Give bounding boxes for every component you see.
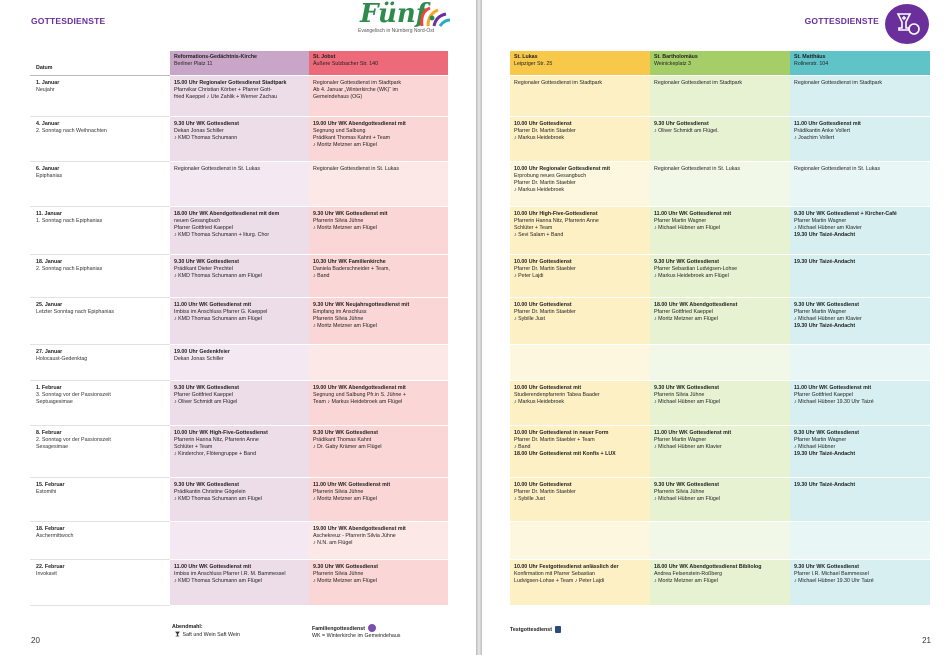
occasion-label: Invokavit [36,570,57,577]
service-line: Regionaler Gottesdienst in St. Lukas [174,165,260,172]
service-line: Imbiss im Anschluss Pfarrer I.R. M. Bammessel [174,570,286,577]
date-cell [30,559,170,605]
occasion-label: Epiphanias [36,172,63,179]
date-cell [30,380,170,425]
service-line: ♪ Moritz Metzner am Flügel [654,315,718,322]
st-bartholomaeus-cell [650,380,790,425]
service-line: 9.30 Uhr WK Gottesdienst [794,429,860,436]
occasion-label: 3. Sonntag vor der Passionszeit [36,391,111,398]
service-line: Pfarrer Dr. Martin Staebler [514,308,576,315]
service-line: Pfarrer Martin Wagner [794,436,847,443]
reformation-cell [170,559,309,605]
service-line: Pfarrer Dr. Martin Staebler [514,265,576,272]
date-label: 8. Februar [36,429,62,436]
table-row [30,477,448,521]
service-line: Prädikantin Christine Gögelein [174,488,246,495]
date-label: 25. Januar [36,301,63,308]
occasion-label: 2. Sonntag vor der Passionszeit [36,436,111,443]
service-line: 15.00 Uhr Regionaler Gottesdienst Stadtpark [174,79,287,86]
reformation-cell [170,75,309,116]
service-line: Pfarrer I.R. Michael Bammessel [794,570,869,577]
service-line: Regionaler Gottesdienst im Stadtpark [654,79,743,86]
logo-word: Fünf [360,0,427,29]
service-line: neuen Gesangbuch [174,217,221,224]
table-row [30,254,448,297]
service-line: ♪ Band [313,272,330,279]
service-line: ♪ KMD Thomas Schumann am Flügel [174,272,262,279]
service-line: Pfarrer Dr. Martin Staebler [514,488,576,495]
gesangbuch-icon [555,626,561,633]
occasion-label: 2. Sonntag nach Epiphanias [36,265,103,272]
reformation-cell [170,344,309,380]
st-bartholomaeus-cell [650,297,790,344]
service-line: 19.00 Uhr WK Abendgottesdienst mit [313,120,406,127]
st-matthaeus-cell [790,254,930,297]
chalice-icon [174,631,181,637]
service-line: Schlüter + Team [174,443,213,450]
service-line: Aschekreuz - Pfarrerin Silvia Jühne [313,532,396,539]
date-label: 4. Januar [36,120,60,127]
service-line: 10.00 Uhr Regionaler Gottesdienst mit [514,165,610,172]
service-line: Daniela Baderschneider + Team, [313,265,390,272]
table-row [510,521,930,559]
st-jobst-cell [309,380,448,425]
service-line: Studierendenpfarrerin Tabea Baader [514,391,600,398]
service-line: ♪ Markus Heidebroek am Flügel [654,272,729,279]
st-bartholomaeus-cell [650,254,790,297]
service-line: ♪ Moritz Metzner am Flügel [313,495,377,502]
service-line: Pfarrer Gottfried Kaeppel [174,224,233,231]
table-row [30,297,448,344]
st-matthaeus-cell [790,559,930,605]
reformation-cell [170,425,309,477]
occasion-label: 1. Sonntag nach Epiphanias [36,217,103,224]
service-line: Dekan Jonas Schiller [174,127,224,134]
logo-subtitle: Evangelisch in Nürnberg Nord-Ost [358,28,435,34]
right-page [482,0,947,655]
reformation-cell [170,380,309,425]
service-line: ♪ Markus Heidebroek [514,186,565,193]
st-matthaeus-cell [790,521,930,559]
legend-abendmahl: Abendmahl: Saft und Wein Saft Wein [172,624,240,638]
table-row [510,254,930,297]
service-line: ♪ Band [514,443,531,450]
st-lukas-cell [510,344,650,380]
service-line: Ab 4. Januar „Winterkirche (WK)“ im [313,86,399,93]
service-line: 10.00 Uhr WK High-Five-Gottesdienst [174,429,268,436]
service-line: Pfarrer Martin Wagner [654,217,707,224]
occasion-label: 2. Sonntag nach Weihnachten [36,127,107,134]
column-header-reformation: Reformations-Gedächtnis-Kirche Berliner Platz 11 [170,51,309,75]
table-row [510,116,930,161]
st-jobst-cell [309,206,448,254]
service-line: 11.00 Uhr WK Gottesdienst mit [794,384,872,391]
date-label: 18. Januar [36,258,63,265]
date-label: 1. Februar [36,384,62,391]
date-cell [30,116,170,161]
service-line: 11.00 Uhr WK Gottesdienst mit [654,429,732,436]
reformation-cell [170,297,309,344]
familie-icon [368,624,376,632]
service-line: 9.30 Uhr WK Gottesdienst [313,563,379,570]
legend-familie: Familiengottesdienst WK = Winterkirche im Gemeindehaus [312,626,401,639]
service-line: Segnung und Salbung Pfr.in S. Jühne + [313,391,406,398]
reformation-cell [170,254,309,297]
table-row [510,75,930,116]
service-line: ♪ Moritz Metzner am Flügel [313,224,377,231]
service-line: 11.00 Uhr WK Gottesdienst mit [313,481,391,488]
date-label: 1. Januar [36,79,60,86]
date-label: 18. Februar [36,525,65,532]
table-row [30,75,448,116]
service-line: Konfirmation mit Pfarrer Sebastian [514,570,595,577]
service-line: 18.00 Uhr Gottesdienst mit Konfis + LUX [514,450,616,457]
st-jobst-cell [309,254,448,297]
table-header-row [30,51,448,75]
service-line: 19.00 Uhr Gedenkfeier [174,348,230,355]
occasion-label: Sexagesimae [36,443,69,450]
date-cell [30,344,170,380]
service-line: Pfarrerin Silvia Jühne [313,217,364,224]
service-line: ♪ Michael Hübner am Klavier [794,315,862,322]
service-line: Prädikantin Anke Vollert [794,127,850,134]
st-matthaeus-cell [790,344,930,380]
fuenf-logo [344,0,459,46]
service-line: ♪ Markus Heidebroek [514,134,565,141]
service-line: Ludvigsen-Lohse + Team ♪ Peter Lajdi [514,577,605,584]
service-line: ♪ Moritz Metzner am Flügel [313,577,377,584]
service-line: fried Kaeppel ♪ Ute Zahlik + Werner Zachau [174,93,278,100]
table-row [510,297,930,344]
service-line: ♪ Moritz Metzner am Flügel [313,322,377,329]
st-matthaeus-cell [790,477,930,521]
table-row [30,116,448,161]
st-lukas-cell [510,521,650,559]
chalice-badge-icon [885,4,929,44]
service-line: Pfarrerin Hanna Nitz, Pfarrerin Anne [174,436,259,443]
table-row [30,161,448,206]
service-line: ♪ KMD Thomas Schumann [174,134,238,141]
occasion-label: Letzter Sonntag nach Epiphanias [36,308,115,315]
service-line: ♪ Moritz Metzner am Flügel [654,577,718,584]
service-line: 9.30 Uhr WK Neujahrsgottesdienst mit [313,301,410,308]
service-line: Regionaler Gottesdienst in St. Lukas [794,165,880,172]
service-line: ♪ Sevi Salam + Band [514,231,564,238]
service-line: 11.00 Uhr Gottesdienst mit [794,120,861,127]
st-matthaeus-cell [790,75,930,116]
service-line: 10.00 Uhr Festgottesdienst anlässlich der [514,563,619,570]
service-line: Andrea Felsenstein-Roßberg [654,570,723,577]
service-line: Pfarrer Dr. Martin Staebler [514,179,576,186]
service-line: 19.30 Uhr Taizé-Andacht [794,481,856,488]
service-line: ♪ Oliver Schmidt am Flügel [174,398,238,405]
service-line: 10.00 Uhr Gottesdienst [514,301,572,308]
st-bartholomaeus-cell [650,75,790,116]
date-cell [30,75,170,116]
st-bartholomaeus-cell [650,521,790,559]
st-jobst-cell [309,161,448,206]
service-line: ♪ Michael Hübner 19.30 Uhr Taizé [794,577,874,584]
service-line: Segnung und Salbung [313,127,366,134]
service-line: Regionaler Gottesdienst im Stadtpark [313,79,402,86]
date-cell [30,425,170,477]
service-line: Dekan Jonas Schiller [174,355,224,362]
service-line: 11.00 Uhr WK Gottesdienst mit [174,563,252,570]
st-bartholomaeus-cell [650,206,790,254]
service-line: 9.30 Uhr WK Gottesdienst [174,120,240,127]
legend-testgottesdienst: Testgottesdienst [510,626,561,633]
date-label: 11. Januar [36,210,62,217]
service-line: 9.30 Uhr WK Gottesdienst [654,258,720,265]
service-line: Pfarrer Martin Wagner [654,436,707,443]
table-row [30,425,448,477]
service-line: 9.30 Uhr Gottesdienst [654,120,709,127]
service-line: 11.00 Uhr WK Gottesdienst mit [174,301,252,308]
service-line: Pfarrer Sebastian Ludvigsen-Lohse [654,265,738,272]
st-matthaeus-cell [790,425,930,477]
service-line: ♪ Michael Hübner am Flügel [654,398,720,405]
service-line: ♪ Dr. Gaby Krämer am Flügel [313,443,382,450]
st-lukas-cell [510,477,650,521]
st-matthaeus-cell [790,116,930,161]
service-line: Regionaler Gottesdienst im Stadtpark [794,79,883,86]
logo-swirl-icon [416,2,452,28]
service-line: 9.30 Uhr WK Gottesdienst [174,258,240,265]
table-row [510,425,930,477]
st-jobst-cell [309,477,448,521]
service-line: 9.30 Uhr WK Gottesdienst [654,481,720,488]
column-header-st-matthaeus: St. Matthäus Rollnerstr. 104 [790,51,930,75]
date-label: 15. Februar [36,481,65,488]
st-lukas-cell [510,297,650,344]
occasion-label: Neujahr [36,86,55,93]
service-line: 18.00 Uhr WK Abendgottesdienst mit dem [174,210,280,217]
reformation-cell [170,206,309,254]
service-line: 9.30 Uhr WK Gottesdienst [174,481,240,488]
occasion-label: Estomihi [36,488,57,495]
occasion-label: Septuagesimae [36,398,73,405]
st-jobst-cell [309,425,448,477]
service-line: 11.00 Uhr WK Gottesdienst mit [654,210,732,217]
occasion-label: Aschermittwoch [36,532,74,539]
legend-items: Saft und Wein Saft Wein [172,632,240,638]
column-header-st-bartholomaeus: St. Bartholomäus Weinickeplatz 3 [650,51,790,75]
table-row [510,559,930,605]
service-line: Erprobung neues Gesangbuch [514,172,587,179]
service-line: 19.30 Uhr Taizé-Andacht [794,450,856,457]
service-line: ♪ Michael Hübner [794,443,836,450]
service-line: 19.30 Uhr Taizé-Andacht [794,231,856,238]
service-line: 18.00 Uhr WK Abendgottesdienst [654,301,738,308]
st-jobst-cell [309,521,448,559]
st-lukas-cell [510,206,650,254]
service-line: ♪ Michael Hübner am Klavier [794,224,862,231]
service-line: Pfarrerin Hanna Nitz, Pfarrerin Anne [514,217,599,224]
st-lukas-cell [510,75,650,116]
st-bartholomaeus-cell [650,116,790,161]
service-line: Pfarrerin Silvia Jühne [313,488,364,495]
service-line: Prädikant Dieter Prechtel [174,265,233,272]
service-line: 19.00 Uhr WK Abendgottesdienst mit [313,525,406,532]
date-label: 27. Januar [36,348,63,355]
service-line: Pfarrer Martin Wagner [794,217,847,224]
service-line: Pfarrer Gottfried Kaeppel [794,391,853,398]
st-bartholomaeus-cell [650,161,790,206]
table-row [510,206,930,254]
service-line: 18.00 Uhr WK Abendgottesdienst Bibliolog [654,563,762,570]
service-line: Pfarrer Martin Wagner [794,308,847,315]
occasion-label: Holocaust-Gedenktag [36,355,88,362]
page-number: 21 [922,636,931,645]
service-line: Pfarrerin Silvia Jühne [654,488,705,495]
service-line: ♪ Michael Hübner 19.30 Uhr Taizé [794,398,874,405]
date-cell [30,477,170,521]
st-jobst-cell [309,116,448,161]
st-bartholomaeus-cell [650,559,790,605]
service-line: Gemeindehaus (OG) [313,93,363,100]
column-header-st-lukas: St. Lukas Leipziger Str. 25 [510,51,650,75]
column-header-datum: Datum [30,51,170,75]
st-matthaeus-cell [790,206,930,254]
date-cell [30,521,170,559]
service-line: 10.00 Uhr Gottesdienst [514,481,572,488]
table-row [510,344,930,380]
service-line: ♪ KMD Thomas Schumann am Flügel [174,315,262,322]
st-matthaeus-cell [790,380,930,425]
st-lukas-cell [510,254,650,297]
st-jobst-cell [309,75,448,116]
service-line: ♪ Sybille Just [514,495,545,502]
section-title: GOTTESDIENSTE [804,16,879,26]
st-matthaeus-cell [790,161,930,206]
service-line: 9.30 Uhr WK Gottesdienst mit [313,210,388,217]
st-lukas-cell [510,380,650,425]
service-line: 9.30 Uhr WK Gottesdienst [794,301,860,308]
reformation-cell [170,161,309,206]
service-line: ♪ N.N. am Flügel [313,539,353,546]
reformation-cell [170,477,309,521]
st-jobst-cell [309,344,448,380]
service-line: 10.00 Uhr High-Five-Gottesdienst [514,210,598,217]
service-line: ♪ Joachim Vollert [794,134,835,141]
table-row [30,344,448,380]
service-line: ♪ KMD Thomas Schumann am Flügel [174,495,262,502]
service-line: ♪ Oliver Schmidt am Flügel. [654,127,719,134]
st-lukas-cell [510,161,650,206]
service-line: ♪ Peter Lajdi [514,272,544,279]
date-cell [30,297,170,344]
service-line: Regionaler Gottesdienst in St. Lukas [654,165,740,172]
st-lukas-cell [510,559,650,605]
service-line: ♪ Michael Hübner am Flügel [654,495,720,502]
date-cell [30,254,170,297]
service-line: Empfang im Anschluss [313,308,367,315]
service-line: Regionaler Gottesdienst in St. Lukas [313,165,399,172]
service-line: 10.00 Uhr Gottesdienst mit [514,384,582,391]
st-jobst-cell [309,559,448,605]
table-row [510,380,930,425]
service-line: Pfarrer Gottfried Kaeppel [174,391,233,398]
service-line: Prädikant Thomas Kahnt [313,436,372,443]
st-jobst-cell [309,297,448,344]
service-line: Prädikant Thomas Kahnt + Team [313,134,391,141]
st-bartholomaeus-cell [650,425,790,477]
section-title: GOTTESDIENSTE [31,16,106,26]
service-line: Regionaler Gottesdienst im Stadtpark [514,79,603,86]
service-line: Pfarrer Gottfried Kaeppel [654,308,713,315]
table-header-row [510,51,930,75]
date-cell [30,161,170,206]
service-line: Pfarrerin Silvia Jühne [654,391,705,398]
table-row [30,206,448,254]
service-line: 9.30 Uhr WK Gottesdienst + Kircher-Café [794,210,897,217]
reformation-cell [170,521,309,559]
date-label: 6. Januar [36,165,60,172]
service-line: 9.30 Uhr WK Gottesdienst [654,384,720,391]
service-line: 9.30 Uhr WK Gottesdienst [794,563,860,570]
schedule-table-right [510,51,930,606]
schedule-table-left [30,51,448,606]
service-line: ♪ KMD Thomas Schumann + liturg. Chor [174,231,270,238]
service-line: Pfarrer Dr. Martin Staebler + Team [514,436,595,443]
service-line: ♪ Moritz Metzner am Flügel [313,141,377,148]
service-line: 10.00 Uhr Gottesdienst [514,258,572,265]
table-row [30,559,448,605]
service-line: 19.30 Uhr Taizé-Andacht [794,322,856,329]
service-line: ♪ KMD Thomas Schumann am Flügel [174,577,262,584]
st-bartholomaeus-cell [650,344,790,380]
st-matthaeus-cell [790,297,930,344]
table-row [510,477,930,521]
service-line: ♪ Michael Hübner am Flügel [654,224,720,231]
page-number: 20 [31,636,40,645]
service-line: ♪ Markus Heidebroek [514,398,565,405]
table-row [30,380,448,425]
st-lukas-cell [510,425,650,477]
st-bartholomaeus-cell [650,477,790,521]
service-line: 10.00 Uhr Gottesdienst [514,120,572,127]
service-line: 19.00 Uhr WK Abendgottesdienst mit [313,384,406,391]
service-line: ♪ Sybille Just [514,315,545,322]
table-row [30,521,448,559]
service-line: 19.30 Uhr Taizé-Andacht [794,258,856,265]
date-label: 22. Februar [36,563,65,570]
reformation-cell [170,116,309,161]
service-line: Pfarrerin Silvia Jühne [313,315,364,322]
service-line: ♪ Michael Hübner am Klavier [654,443,722,450]
date-cell [30,206,170,254]
service-line: Imbiss im Anschluss Pfarrer G. Kaeppel [174,308,268,315]
service-line: Pfarrerin Silvia Jühne [313,570,364,577]
column-header-st-jobst: St. Jobst Äußere Sulzbacher Str. 140 [309,51,448,75]
service-line: Schlüter + Team [514,224,553,231]
service-line: Pfarrvikar Christian Körber + Pfarrer Gott- [174,86,272,93]
st-lukas-cell [510,116,650,161]
service-line: ♪ Kinderchor, Flötengruppe + Band [174,450,257,457]
service-line: Pfarrer Dr. Martin Staebler [514,127,576,134]
service-line: 9.30 Uhr WK Gottesdienst [174,384,240,391]
service-line: 10.30 Uhr WK Familienkirche [313,258,386,265]
service-line: Team ♪ Markus Heidebroek am Flügel [313,398,403,405]
service-line: 10.00 Uhr Gottesdienst in neuer Form [514,429,609,436]
table-row [510,161,930,206]
service-line: 9.30 Uhr WK Gottesdienst [313,429,379,436]
